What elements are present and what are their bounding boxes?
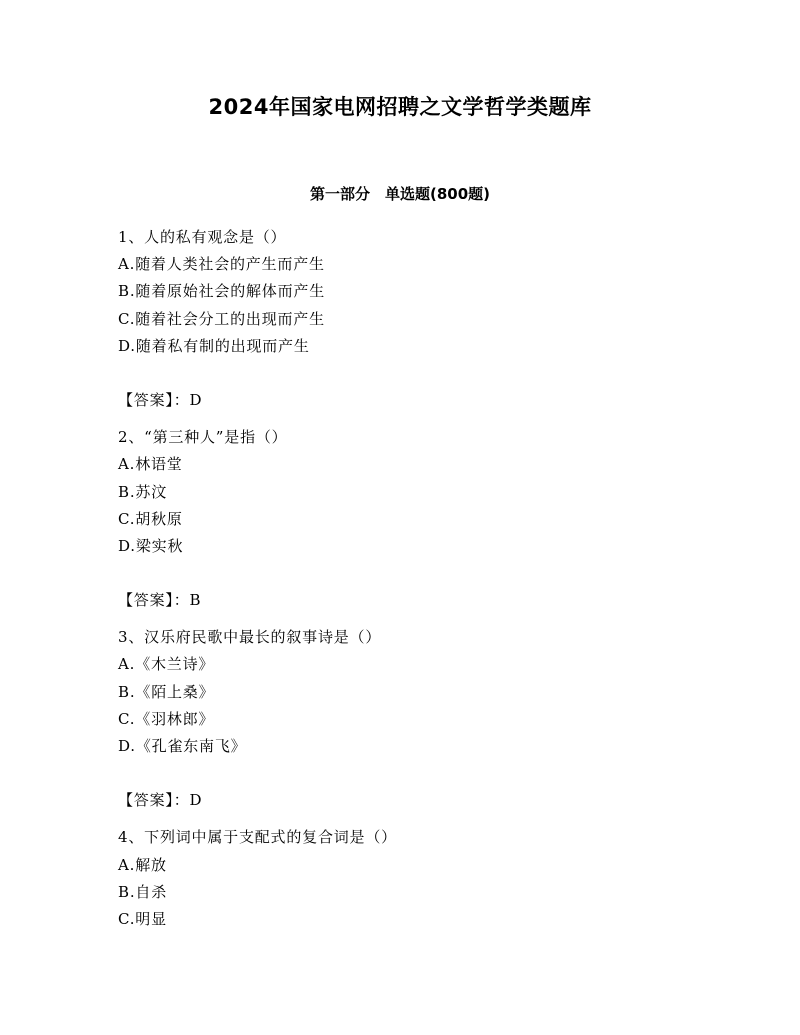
option-b: B.《陌上桑》: [118, 682, 215, 701]
option-d: D.随着私有制的出现而产生: [118, 336, 310, 355]
question-2: [118, 424, 738, 614]
question-stem: 2、“第三种人”是指（）: [118, 428, 288, 447]
option-c: C.胡秋原: [118, 509, 183, 528]
answer-line: [118, 787, 738, 814]
answer-value: D: [189, 390, 203, 409]
document-title: 2024年国家电网招聘之文学哲学类题库: [208, 95, 592, 119]
option-a: A.随着人类社会的产生而产生: [118, 255, 325, 274]
answer-value: D: [189, 791, 203, 810]
option-b: B.苏汶: [118, 482, 167, 501]
section-heading: 第一部分 单选题(800题): [309, 185, 491, 203]
option-b: B.自杀: [118, 882, 167, 901]
question-1: [118, 224, 738, 414]
question-3: [118, 624, 738, 814]
option-d: D.梁实秋: [118, 536, 184, 555]
option-d: D.《孔雀东南飞》: [118, 737, 247, 755]
option-a: A.林语堂: [118, 455, 183, 474]
question-stem: 3、汉乐府民歌中最长的叙事诗是（）: [118, 628, 382, 647]
option-c: C.明显: [118, 909, 167, 928]
option-c: C.《羽林郎》: [118, 709, 215, 728]
answer-label: 【答案】：: [118, 591, 190, 610]
question-stem: 4、下列词中属于支配式的复合词是（）: [118, 828, 397, 847]
question-stem: 1、人的私有观念是（）: [118, 228, 287, 246]
option-b: B.随着原始社会的解体而产生: [118, 282, 325, 301]
question-4: [118, 824, 738, 933]
answer-line: [118, 587, 738, 614]
question-list: [118, 224, 738, 933]
option-a: A.解放: [118, 855, 167, 874]
answer-label: 【答案】：: [118, 390, 190, 409]
answer-label: 【答案】：: [118, 791, 190, 810]
option-a: A.《木兰诗》: [118, 655, 215, 674]
answer-value: B: [189, 591, 202, 610]
answer-line: [118, 387, 738, 414]
option-c: C.随着社会分工的出现而产生: [118, 309, 325, 328]
